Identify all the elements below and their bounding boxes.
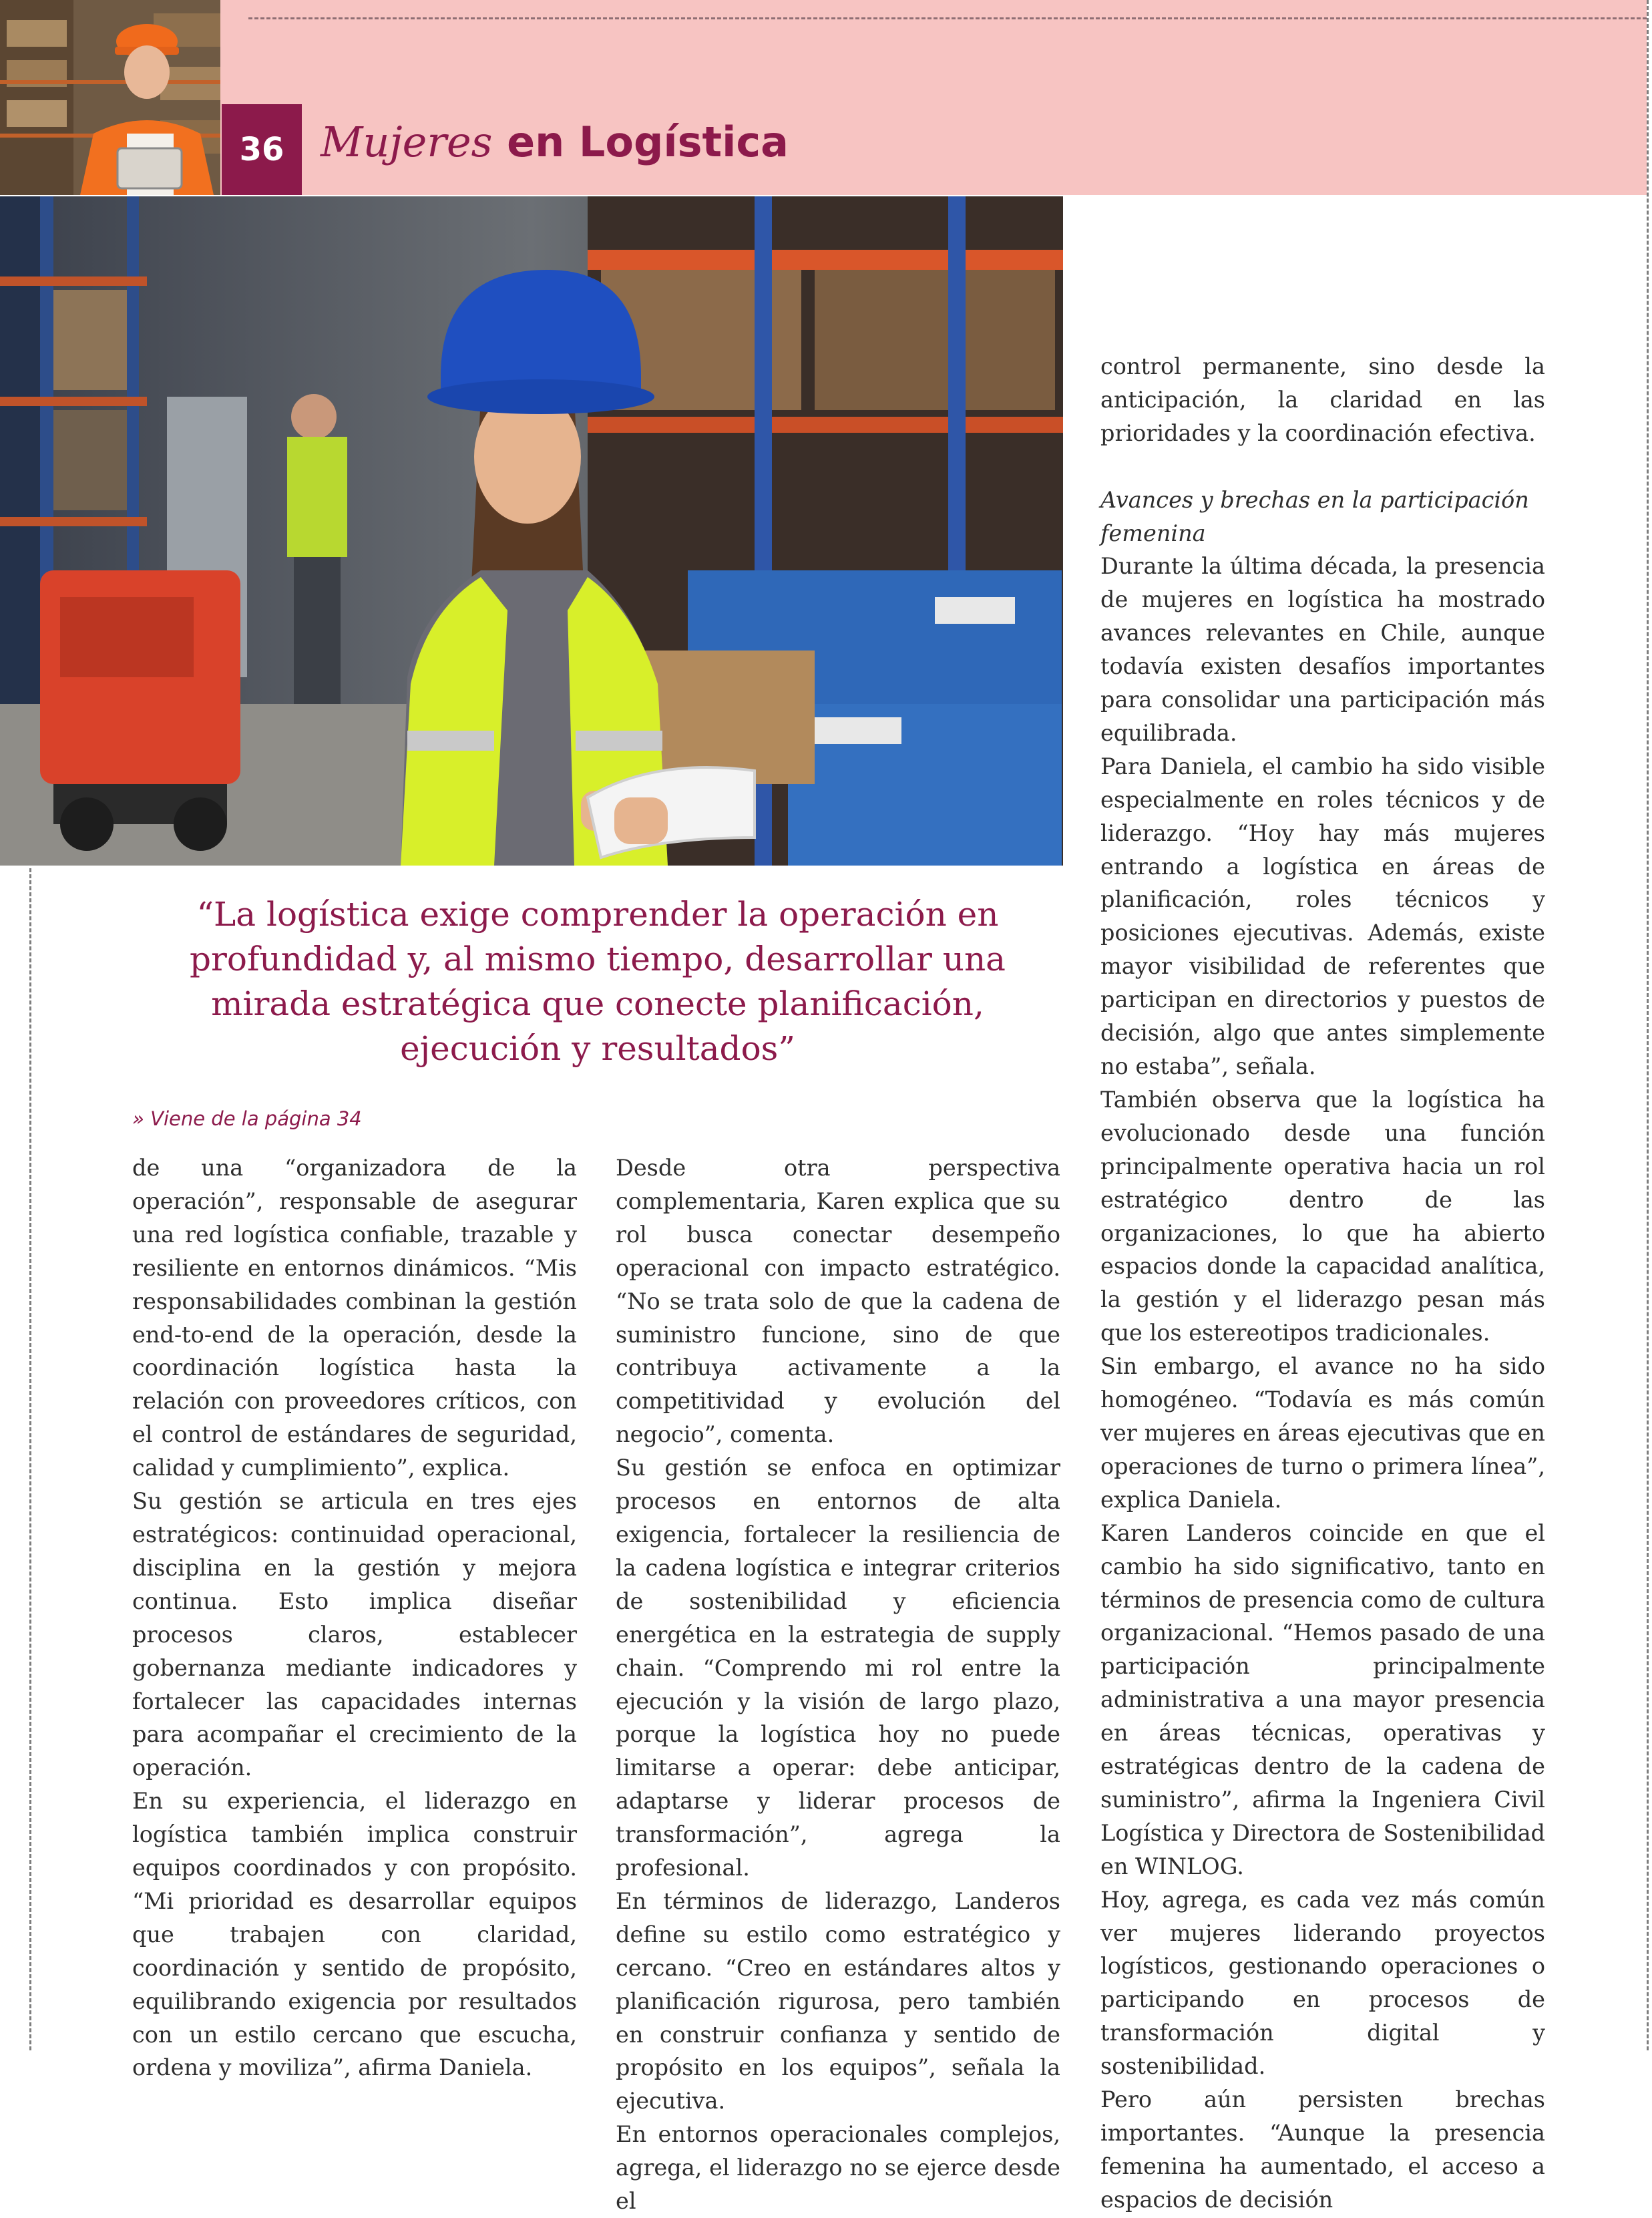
paragraph: Durante la última década, la presencia de mujeres en logística ha mostrado avances relevantes en Chile, aunque todavía existen desafíos importantes para consolidar una participación más equilibrada. — [1100, 553, 1545, 746]
crop-guide-right — [1647, 0, 1649, 2050]
article-column-2 — [616, 1151, 1060, 2218]
paragraph: Sin embargo, el avance no ha sido homogéneo. “Todavía es más común ver mujeres en áreas ejecutivas que en operaciones de turno o primera línea”, explica Daniela. — [1100, 1353, 1545, 1513]
article-column-1 — [132, 1151, 577, 2084]
paragraph: También observa que la logística ha evolucionado desde una función principalmente operativa hacia un rol estratégico dentro de las organizaciones, lo que ha abierto espacios donde la capacidad analítica, la gestión y el liderazgo pesan más que los estereotipos tradicionales. — [1100, 1086, 1545, 1346]
section-title-rest: en Logística — [492, 118, 789, 166]
paragraph: Su gestión se articula en tres ejes estratégicos: continuidad operacional, disciplina en la gestión y mejora continua. Esto implica diseñar procesos claros, establecer gobernanza mediante indicadores y fortalecer las capacidades internas para acompañar el crecimiento de la operación. — [132, 1488, 577, 1781]
paragraph: En su experiencia, el liderazgo en logística también implica construir equipos coordinados y con propósito. “Mi prioridad es desarrollar equipos que trabajen con claridad, coordinación y sentido de propósito, equilibrando exigencia por resultados con un estilo cercano que escucha, ordena y moviliza”, afirma Daniela. — [132, 1788, 577, 2081]
section-title — [321, 118, 789, 184]
pull-quote: “La logística exige comprender la operación en profundidad y, al mismo tiempo, desarrollar una mirada estratégica que conecte planificación, ejecución y resultados” — [190, 895, 1006, 1068]
paragraph: En entornos operacionales complejos, agrega, el liderazgo no se ejerce desde el — [616, 2121, 1060, 2215]
paragraph: Para Daniela, el cambio ha sido visible especialmente en roles técnicos y de liderazgo. “Hoy hay más mujeres entrando a logística en áreas de planificación, roles técnicos y posiciones ejecutivas. Además, existe mayor visibilidad de referentes que participan en directorios y puestos de decisión, algo que antes simplemente no estaba”, señala. — [1100, 753, 1545, 1080]
warehouse-photo — [0, 196, 1063, 866]
crop-guide-left — [29, 868, 31, 2050]
page-number: 36 — [222, 104, 302, 195]
section-title-italic: Mujeres — [321, 118, 493, 166]
crop-guide-top — [248, 17, 1647, 19]
paragraph: Hoy, agrega, es cada vez más común ver mujeres liderando proyectos logísticos, gestionando operaciones o participando en procesos de transformación digital y sostenibilidad. — [1100, 1886, 1545, 2080]
paragraph: Pero aún persisten brechas importantes. “Aunque la presencia femenina ha aumentado, el acceso a espacios de decisión — [1100, 2086, 1545, 2213]
paragraph: Desde otra perspectiva complementaria, Karen explica que su rol busca conectar desempeño operacional con impacto estratégico. “No se trata solo de que la cadena de suministro funcione, sino de que contribuya activamente a la competitividad y evolución del negocio”, comenta. — [616, 1155, 1060, 1448]
article-column-3 — [1100, 350, 1545, 2217]
paragraph: Karen Landeros coincide en que el cambio ha sido significativo, tanto en términos de presencia como de cultura organizacional. “Hemos pasado de una participación principalmente administrativa a una mayor presencia en áreas técnicas, operativas y estratégicas dentro de la cadena de suministro”, afirma la Ingeniera Civil Logística y Directora de Sostenibilidad en WINLOG. — [1100, 1519, 1545, 1879]
header-thumbnail — [0, 0, 220, 195]
continuation-note: » Viene de la página 34 — [132, 1107, 362, 1130]
paragraph: En términos de liderazgo, Landeros define su estilo como estratégico y cercano. “Creo en estándares altos y planificación rigurosa, pero también en construir confianza y sentido de propósito en los equipos”, señala la ejecutiva. — [616, 1887, 1060, 2114]
subheading: Avances y brechas en la participación femenina — [1100, 486, 1529, 546]
paragraph: control permanente, sino desde la anticipación, la claridad en las prioridades y la coordinación efectiva. — [1100, 353, 1545, 446]
paragraph: de una “organizadora de la operación”, responsable de asegurar una red logística confiable, trazable y resiliente en entornos dinámicos. “Mis responsabilidades combinan la gestión end-to-end de la operación, desde la coordinación logística hasta la relación con proveedores críticos, con el control de estándares de seguridad, calidad y cumplimiento”, explica. — [132, 1155, 577, 1481]
paragraph: Su gestión se enfoca en optimizar procesos en entornos de alta exigencia, fortalecer la resiliencia de la cadena logística e integrar criterios de sostenibilidad y eficiencia energética en la estrategia de supply chain. “Comprendo mi rol entre la ejecución y la visión de largo plazo, porque la logística hoy no puede limitarse a operar: debe anticipar, adaptarse y liderar procesos de transformación”, agrega la profesional. — [616, 1455, 1060, 1881]
